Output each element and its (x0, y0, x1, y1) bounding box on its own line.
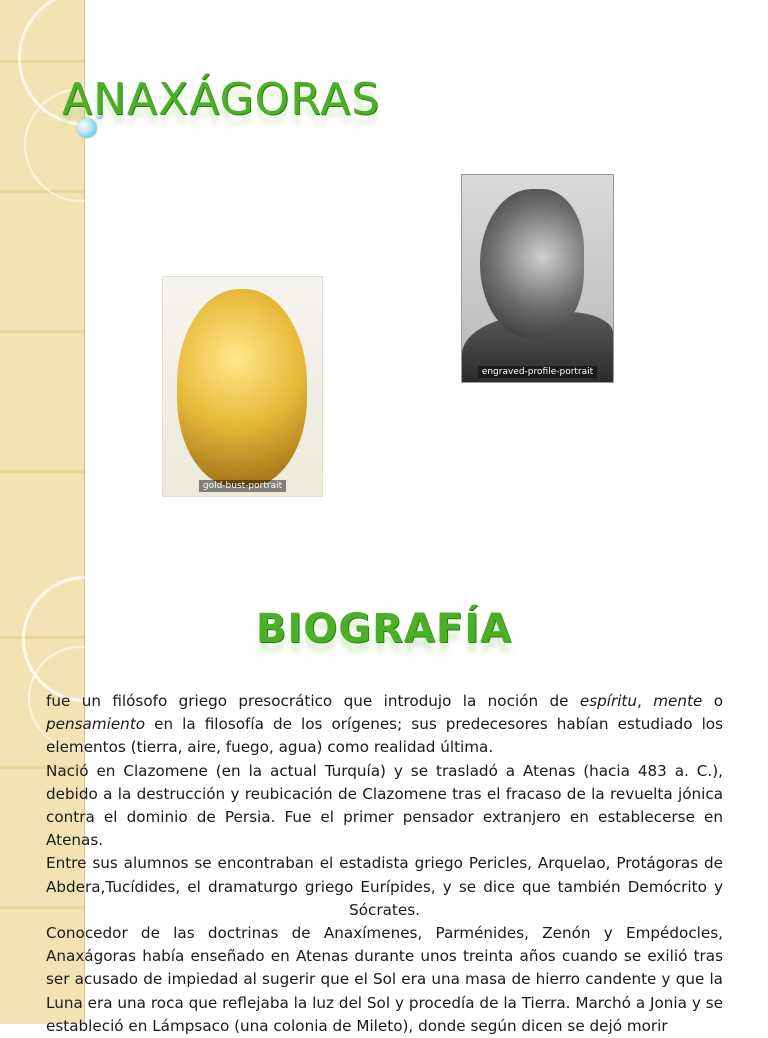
band-stripe (0, 470, 84, 473)
engraving-head-shape (480, 189, 584, 339)
band-stripe (0, 330, 84, 333)
portrait-placeholder-label: engraved-profile-portrait (478, 366, 597, 378)
biography-text (46, 690, 723, 1038)
bio-paragraph-3: Entre sus alumnos se encontraban el estadista griego Pericles, Arquelao, Protágoras de Abdera,Tucídides, el dramaturgo griego Eurípides, y se dice que también Demócrito y (46, 854, 723, 896)
biography-heading: BIOGRAFÍA (255, 606, 513, 652)
engraved-profile-portrait (461, 174, 614, 383)
slide-biography (0, 576, 768, 1035)
gold-bust-portrait (162, 276, 323, 497)
portrait-placeholder-label: gold-bust-portrait (199, 480, 286, 492)
bio-paragraph-4: Conocedor de las doctrinas de Anaxímenes, Parménides, Zenón y Empédocles, Anaxágoras había enseñado en Atenas durante unos treinta años cuando se exilió tras ser acusado de impiedad al sugerir que el Sol era una masa de hierro candente y que la Luna era una roca que reflejaba la luz del Sol y procedía de la Tierra. Marchó a Jonia y se estableció en Lámpsaco (una colonia de Mileto), donde según dicen se dejó morir (46, 924, 723, 1035)
bio-text: o (702, 692, 723, 710)
bio-emphasis: pensamiento (46, 715, 146, 734)
bio-text: fue un filósofo griego presocrático que introdujo la noción de (46, 692, 580, 710)
bio-emphasis: espíritu (579, 692, 638, 710)
bio-emphasis: mente (653, 692, 703, 710)
bio-paragraph-3-end: Sócrates. (349, 900, 420, 919)
bio-text: , (637, 692, 654, 710)
slide-title-heading: ANAXÁGORAS (62, 74, 381, 125)
bio-text: en la filosofía de los orígenes; sus predecesores habían estudiado los elementos (tierra, aire, fuego, agua) como realidad última. (46, 715, 723, 757)
bio-paragraph-1 (46, 690, 723, 760)
gold-bust-head-shape (177, 289, 307, 487)
bio-paragraph-2: Nació en Clazomene (en la actual Turquía) y se trasladó a Atenas (hacia 483 a. C.), debido a la destrucción y reubicación de Clazomene tras el fracaso de la revuelta jónica contra el dominio de Persia. Fue el primer pensador extranjero en establecerse en Atenas. (46, 761, 723, 850)
